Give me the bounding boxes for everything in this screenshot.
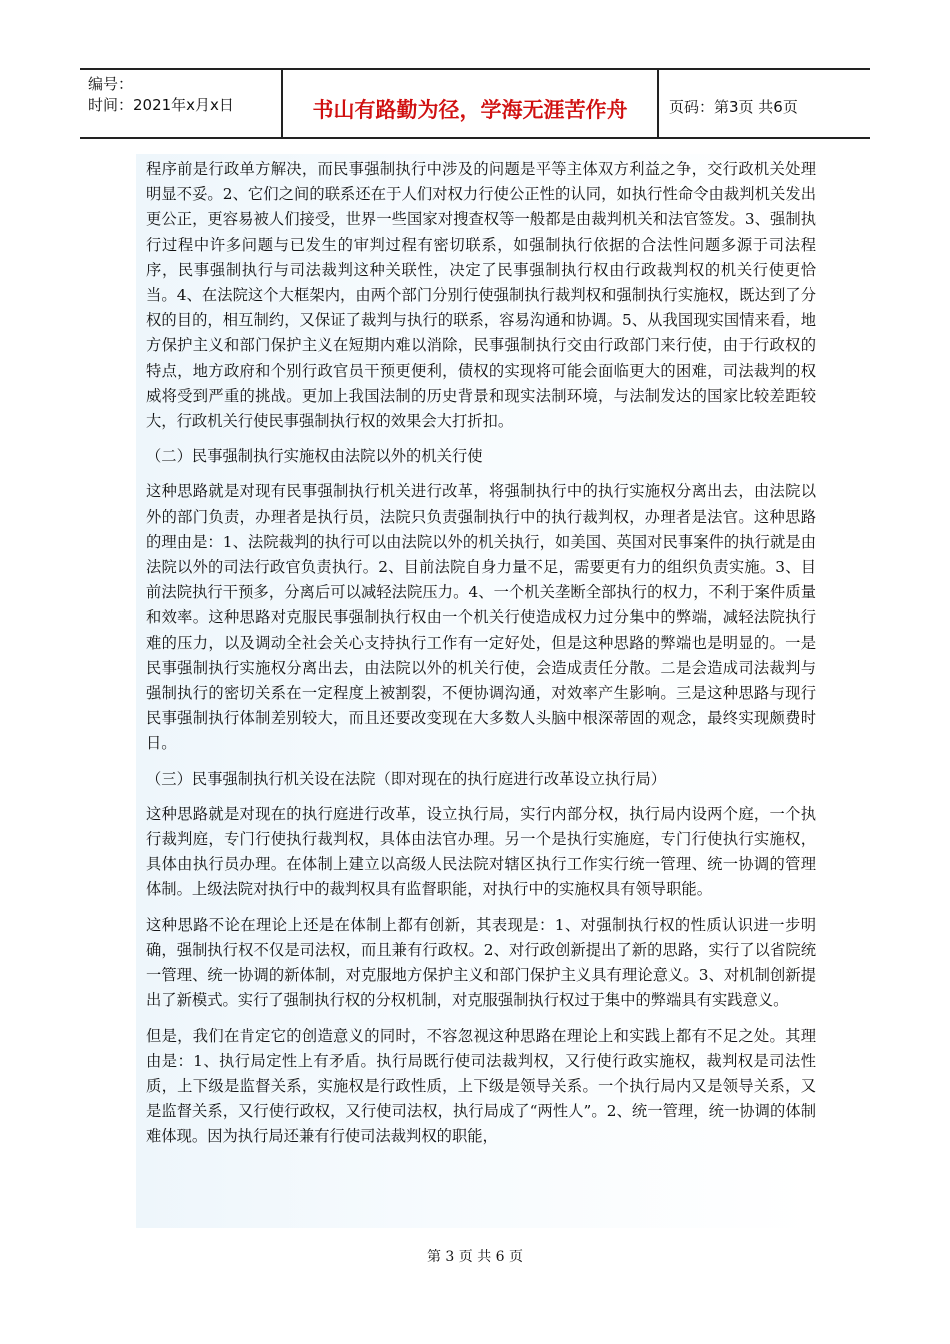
number-label: 编号： bbox=[88, 75, 134, 93]
paragraph: 但是，我们在肯定它的创造意义的同时，不容忽视这种思路在理论上和实践上都有不足之处。其理由是：1、执行局定性上有矛盾。执行局既行使司法裁判权，又行使行政实施权，裁判权是司法性质，上下级是监督关系，实施权是行政性质，上下级是领导关系。一个执行局内又是领导关系，又是监督关系，又行使行政权，又行使司法权，执行局成了“两性人”。2、统一管理，统一协调的体制难体现。因为执行局还兼有行使司法裁判权的职能， bbox=[146, 1026, 816, 1146]
page-header bbox=[80, 68, 870, 139]
paragraph: 这种思路就是对现在的执行庭进行改革，设立执行局，实行内部分权，执行局内设两个庭，一个执行裁判庭，专门行使执行裁判权，具体由法官办理。另一个是执行实施庭，专门行使执行实施权，具体由执行员办理。在体制上建立以高级人民法院对辖区执行工作实行统一管理、统一协调的管理体制。上级法院对执行中的裁判权具有监督职能，对执行中的实施权具有领导职能。 bbox=[146, 804, 816, 899]
paragraph: 这种思路不论在理论上还是在体制上都有创新，其表现是：1、对强制执行权的性质认识进一步明确，强制执行权不仅是司法权，而且兼有行政权。2、对行政创新提出了新的思路，实行了以省院统一管理、统一协调的新体制，对克服地方保护主义和部门保护主义具有理论意义。3、对机制创新提出了新模式。实行了强制执行权的分权机制，对克服强制执行权过于集中的弊端具有实践意义。 bbox=[146, 915, 816, 1010]
header-page-cell bbox=[659, 70, 870, 137]
header-info-cell bbox=[80, 70, 283, 137]
document-body bbox=[146, 157, 816, 1160]
paragraph: 这种思路就是对现有民事强制执行机关进行改革，将强制执行中的执行实施权分离出去，由法院以外的部门负责，办理者是执行员，法院只负责强制执行中的执行裁判权，办理者是法官。这种思路的理由是：1、法院裁判的执行可以由法院以外的机关执行，如美国、英国对民事案件的执行就是由法院以外的司法行政官负责执行。2、目前法院自身力量不足，需要更有力的组织负责实施。3、目前法院执行干预多，分离后可以减轻法院压力。4、一个机关垄断全部执行的权力，不利于案件质量和效率。这种思路对克服民事强制执行权由一个机关行使造成权力过分集中的弊端，减轻法院执行难的压力，以及调动全社会关心支持执行工作有一定好处，但是这种思路的弊端也是明显的。一是民事强制执行实施权分离出去，由法院以外的机关行使，会造成责任分散。二是会造成司法裁判与强制执行的密切关系在一定程度上被割裂，不便协调沟通，对效率产生影响。三是这种思路与现行民事强制执行体制差别较大，而且还要改变现在大多数人头脑中根深蒂固的观念，最终实现颇费时日。 bbox=[146, 482, 816, 753]
motto-text: 书山有路勤为径，学海无涯苦作舟 bbox=[312, 98, 628, 122]
paragraph: 程序前是行政单方解决，而民事强制执行中涉及的问题是平等主体双方利益之争，交行政机关处理明显不妥。2、它们之间的联系还在于人们对权力行使公正性的认同，如执行性命令由裁判机关发出更公正，更容易被人们接受，世界一些国家对搜查权等一般都是由裁判机关和法官签发。3、强制执行过程中许多问题与已发生的审判过程有密切联系，如强制执行依据的合法性问题多源于司法程序，民事强制执行与司法裁判这种关联性，决定了民事强制执行权由行政裁判权的机关行使更恰当。4、在法院这个大框架内，由两个部门分别行使强制执行裁判权和强制执行实施权，既达到了分权的目的，相互制约，又保证了裁判与执行的联系，容易沟通和协调。5、从我国现实国情来看，地方保护主义和部门保护主义在短期内难以消除，民事强制执行交由行政部门来行使，由于行政权的特点，地方政府和个别行政官员干预更便利，债权的实现将可能会面临更大的困难，司法裁判的权威将受到严重的挑战。更加上我国法制的历史背景和现实法制环境，与法制发达的国家比较差距较大，行政机关行使民事强制执行权的效果会大打折扣。 bbox=[146, 160, 816, 431]
header-motto-cell bbox=[283, 70, 659, 137]
section-heading: （二）民事强制执行实施权由法院以外的机关行使 bbox=[146, 447, 483, 466]
time-label: 时间：2021年x月x日 bbox=[88, 96, 234, 114]
page-number-label: 页码：第3页 共6页 bbox=[669, 98, 798, 116]
section-heading: （三）民事强制执行机关设在法院（即对现在的执行庭进行改革设立执行局） bbox=[146, 769, 667, 788]
page-footer: 第 3 页 共 6 页 bbox=[426, 1249, 524, 1265]
